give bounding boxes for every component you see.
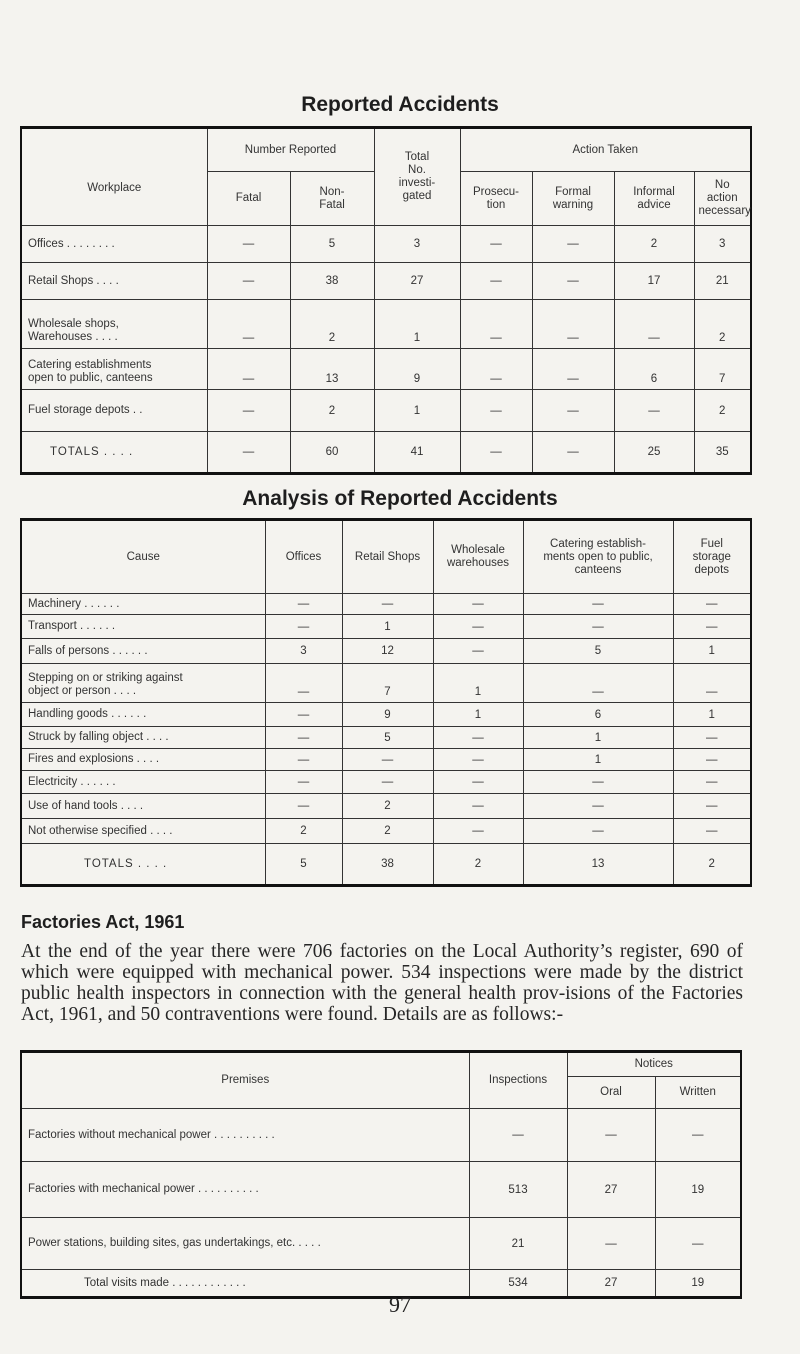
header-premises: Premises xyxy=(21,1052,469,1109)
cell: — xyxy=(265,703,342,727)
cell: — xyxy=(207,226,290,263)
cell: — xyxy=(265,594,342,615)
cell: — xyxy=(460,300,532,349)
totals-label: TOTALS . . . . xyxy=(21,844,265,886)
header-inspections: Inspections xyxy=(469,1052,567,1109)
cell: — xyxy=(433,727,523,749)
header-offices: Offices xyxy=(265,520,342,594)
cell: — xyxy=(532,349,614,390)
cell: 7 xyxy=(694,349,751,390)
cell: 2 xyxy=(694,390,751,432)
cell: — xyxy=(567,1218,655,1270)
cell: — xyxy=(265,794,342,819)
cell: — xyxy=(207,349,290,390)
cell: — xyxy=(342,594,433,615)
header-catering: Catering establish- ments open to public, canteens xyxy=(523,520,673,594)
cell: 5 xyxy=(523,639,673,664)
table-row xyxy=(21,771,751,794)
page-number: 97 xyxy=(389,1292,411,1317)
cell: — xyxy=(207,432,290,474)
cell: 6 xyxy=(614,349,694,390)
cell: — xyxy=(532,226,614,263)
reported-accidents-table xyxy=(20,126,752,475)
cell: — xyxy=(523,615,673,639)
table-row xyxy=(21,390,751,432)
cell: 1 xyxy=(673,639,751,664)
analysis-table xyxy=(20,518,752,887)
cell: — xyxy=(673,664,751,703)
cell: — xyxy=(655,1109,741,1162)
cell: 2 xyxy=(433,844,523,886)
header-formal-warning: Formal warning xyxy=(532,172,614,226)
factories-table xyxy=(20,1050,742,1299)
row-label: Falls of persons . . . . . . xyxy=(21,639,265,664)
table-row xyxy=(21,1218,741,1270)
cell: — xyxy=(523,771,673,794)
cell: 3 xyxy=(374,226,460,263)
cell: — xyxy=(207,263,290,300)
cell: — xyxy=(207,300,290,349)
totals-row xyxy=(21,844,751,886)
cell: — xyxy=(265,615,342,639)
cell: — xyxy=(614,390,694,432)
cell: 25 xyxy=(614,432,694,474)
cell: — xyxy=(532,390,614,432)
table-row xyxy=(21,727,751,749)
cell: — xyxy=(433,794,523,819)
cell: — xyxy=(433,594,523,615)
cell: — xyxy=(265,771,342,794)
row-label: Use of hand tools . . . . xyxy=(21,794,265,819)
cell: — xyxy=(433,749,523,771)
cell: — xyxy=(433,819,523,844)
row-label: Handling goods . . . . . . xyxy=(21,703,265,727)
cell: 1 xyxy=(433,703,523,727)
cell: 13 xyxy=(523,844,673,886)
row-label: Machinery . . . . . . xyxy=(21,594,265,615)
cell: 9 xyxy=(374,349,460,390)
cell: — xyxy=(342,771,433,794)
row-label: Offices . . . . . . . . xyxy=(21,226,207,263)
cell: 2 xyxy=(342,794,433,819)
cell: — xyxy=(265,749,342,771)
factories-act-heading: Factories Act, 1961 xyxy=(21,912,185,932)
cell: 27 xyxy=(567,1270,655,1298)
cell: 17 xyxy=(614,263,694,300)
table-row xyxy=(21,749,751,771)
table-row xyxy=(21,594,751,615)
header-informal-advice: Informal advice xyxy=(614,172,694,226)
cell: — xyxy=(460,390,532,432)
cell: 41 xyxy=(374,432,460,474)
cell: — xyxy=(523,664,673,703)
cell: — xyxy=(655,1218,741,1270)
cell: — xyxy=(673,749,751,771)
cell: — xyxy=(673,594,751,615)
cell: 534 xyxy=(469,1270,567,1298)
header-fuel: Fuel storage depots xyxy=(673,520,751,594)
row-label: Not otherwise specified . . . . xyxy=(21,819,265,844)
cell: 38 xyxy=(290,263,374,300)
cell: 5 xyxy=(342,727,433,749)
header-non-fatal: Non- Fatal xyxy=(290,172,374,226)
cell: 1 xyxy=(673,703,751,727)
header-total-investigated: Total No. investi- gated xyxy=(374,128,460,226)
cell: 2 xyxy=(673,844,751,886)
header-no-action: No action necessary xyxy=(694,172,751,226)
cell: — xyxy=(265,727,342,749)
row-label: Electricity . . . . . . xyxy=(21,771,265,794)
cell: 60 xyxy=(290,432,374,474)
cell: 5 xyxy=(290,226,374,263)
analysis-title: Analysis of Reported Accidents xyxy=(242,487,558,510)
cell: — xyxy=(673,794,751,819)
cell: — xyxy=(673,727,751,749)
cell: — xyxy=(532,263,614,300)
cell: 1 xyxy=(523,749,673,771)
cell: — xyxy=(433,639,523,664)
cell: 2 xyxy=(694,300,751,349)
row-label: Factories with mechanical power . . . . . . . . . . xyxy=(21,1162,469,1218)
row-label: Fires and explosions . . . . xyxy=(21,749,265,771)
cell: — xyxy=(460,432,532,474)
cell: 513 xyxy=(469,1162,567,1218)
header-cause: Cause xyxy=(21,520,265,594)
cell: — xyxy=(523,794,673,819)
cell: — xyxy=(207,390,290,432)
cell: 2 xyxy=(265,819,342,844)
header-notices: Notices xyxy=(567,1052,741,1077)
cell: 6 xyxy=(523,703,673,727)
header-fatal: Fatal xyxy=(207,172,290,226)
cell: — xyxy=(673,819,751,844)
cell: 21 xyxy=(694,263,751,300)
table-row xyxy=(21,263,751,300)
cell: 35 xyxy=(694,432,751,474)
cell: 1 xyxy=(342,615,433,639)
cell: — xyxy=(532,432,614,474)
cell: 5 xyxy=(265,844,342,886)
cell: 2 xyxy=(614,226,694,263)
table-row xyxy=(21,1109,741,1162)
cell: — xyxy=(673,771,751,794)
cell: — xyxy=(614,300,694,349)
table-row xyxy=(21,615,751,639)
table-row xyxy=(21,664,751,703)
table-row xyxy=(21,300,751,349)
row-label: Struck by falling object . . . . xyxy=(21,727,265,749)
totals-label: Total visits made . . . . . . . . . . . . xyxy=(21,1270,469,1298)
header-wholesale: Wholesale warehouses xyxy=(433,520,523,594)
cell: — xyxy=(460,226,532,263)
totals-row xyxy=(21,432,751,474)
row-label: Fuel storage depots . . xyxy=(21,390,207,432)
header-workplace: Workplace xyxy=(21,128,207,226)
cell: — xyxy=(567,1109,655,1162)
cell: — xyxy=(460,349,532,390)
table-row xyxy=(21,794,751,819)
table-row xyxy=(21,349,751,390)
cell: 21 xyxy=(469,1218,567,1270)
header-number-reported: Number Reported xyxy=(207,128,374,172)
header-retail: Retail Shops xyxy=(342,520,433,594)
header-action-taken: Action Taken xyxy=(460,128,751,172)
table-row xyxy=(21,639,751,664)
cell: — xyxy=(433,615,523,639)
cell: 27 xyxy=(567,1162,655,1218)
cell: — xyxy=(433,771,523,794)
cell: — xyxy=(523,819,673,844)
cell: 1 xyxy=(374,390,460,432)
cell: — xyxy=(673,615,751,639)
cell: 1 xyxy=(523,727,673,749)
cell: — xyxy=(469,1109,567,1162)
factories-act-paragraph: At the end of the year there were 706 factories on the Local Authority’s register, 690 of which were equipped with mechanical power. 534 inspections were made by the district public health inspectors in connection with the general health prov-isions of the Factories Act, 1961, and 50 contraventions were found. Details are as follows:- xyxy=(21,941,743,1025)
cell: — xyxy=(460,263,532,300)
cell: 2 xyxy=(290,300,374,349)
header-prosecution: Prosecu- tion xyxy=(460,172,532,226)
cell: 27 xyxy=(374,263,460,300)
reported-accidents-title: Reported Accidents xyxy=(301,93,499,116)
row-label: Wholesale shops, Warehouses . . . . xyxy=(21,300,207,349)
row-label: Power stations, building sites, gas undertakings, etc. . . . . xyxy=(21,1218,469,1270)
cell: 2 xyxy=(342,819,433,844)
cell: 38 xyxy=(342,844,433,886)
table-row xyxy=(21,819,751,844)
cell: — xyxy=(523,594,673,615)
row-label: Factories without mechanical power . . . . . . . . . . xyxy=(21,1109,469,1162)
cell: 12 xyxy=(342,639,433,664)
cell: 2 xyxy=(290,390,374,432)
cell: 19 xyxy=(655,1162,741,1218)
row-label: Transport . . . . . . xyxy=(21,615,265,639)
table-row xyxy=(21,703,751,727)
cell: 7 xyxy=(342,664,433,703)
cell: — xyxy=(265,664,342,703)
row-label: Catering establishments open to public, canteens xyxy=(21,349,207,390)
cell: — xyxy=(532,300,614,349)
row-label: Retail Shops . . . . xyxy=(21,263,207,300)
table-row xyxy=(21,1162,741,1218)
header-written: Written xyxy=(655,1077,741,1109)
cell: — xyxy=(342,749,433,771)
cell: 9 xyxy=(342,703,433,727)
cell: 13 xyxy=(290,349,374,390)
table-row xyxy=(21,226,751,263)
header-oral: Oral xyxy=(567,1077,655,1109)
totals-label: TOTALS . . . . xyxy=(21,432,207,474)
cell: 19 xyxy=(655,1270,741,1298)
cell: 1 xyxy=(433,664,523,703)
cell: 3 xyxy=(694,226,751,263)
cell: 3 xyxy=(265,639,342,664)
cell: 1 xyxy=(374,300,460,349)
row-label: Stepping on or striking against object or person . . . . xyxy=(21,664,265,703)
